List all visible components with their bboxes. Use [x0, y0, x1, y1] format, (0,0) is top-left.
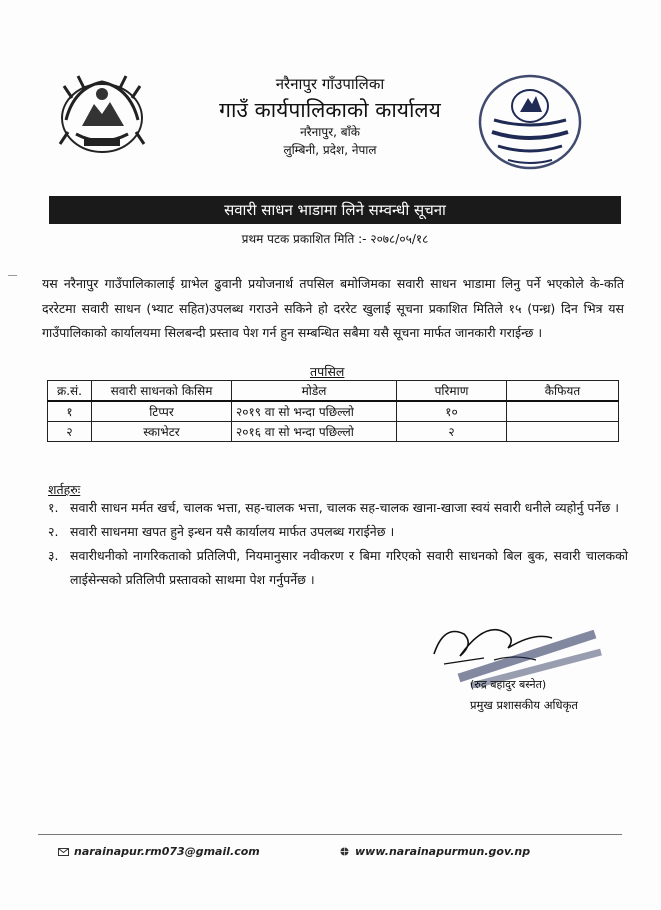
website-link[interactable]: www.narainapurmun.gov.np — [355, 845, 531, 858]
email-address[interactable]: narainapur.rm073@gmail.com — [74, 845, 260, 858]
list-item — [48, 520, 628, 544]
signatory-role: प्रमुख प्रशासकीय अधिकृत — [470, 698, 578, 712]
col-quantity: परिमाण — [397, 381, 507, 402]
col-serial: क्र.सं. — [48, 381, 92, 402]
cell-remarks — [507, 401, 619, 422]
table-row — [48, 422, 619, 442]
table-caption: तपसिल — [310, 364, 345, 379]
table-row — [48, 401, 619, 422]
municipality-name: नरैनापुर गाँउपालिका — [275, 75, 385, 93]
term-number: १. — [48, 500, 59, 515]
term-text: सवारीधनीको नागरिकताको प्रतिलिपी, नियमानुसार नवीकरण र बिमा गरिएको सवारी साधनको बिल बुक, सवारी चालकको लाईसेन्सको प्रतिलिपी प्रस्तावको साथमा पेश गर्नुपर्नेछ । — [70, 548, 628, 587]
table-header-row — [48, 381, 619, 402]
term-text: सवारी साधन मर्मत खर्च, चालक भत्ता, सह-चालक भत्ता, चालक सह-चालक खाना-खाजा स्वयं सवारी धनीले व्यहोर्नु पर्नेछ । — [70, 500, 619, 515]
terms-title: शर्तहरुः — [48, 482, 81, 497]
government-emblem-icon — [54, 68, 150, 160]
vehicle-table — [47, 380, 619, 442]
terms-list — [48, 496, 628, 592]
cell-model: २०१६ वा सो भन्दा पछिल्लो — [232, 422, 397, 442]
office-location: नरैनापुर, बाँके — [300, 125, 360, 139]
col-model: मोडेल — [232, 381, 397, 402]
footer-email — [58, 845, 260, 858]
footer-divider — [38, 834, 622, 835]
office-stamp-icon — [474, 66, 586, 178]
cell-remarks — [507, 422, 619, 442]
office-name: गाउँ कार्यपालिकाको कार्यालय — [219, 98, 441, 122]
notice-body: यस नरैनापुर गाउँपालिकालाई ग्राभेल ढुवानी प्रयोजनार्थ तपसिल बमोजिमका सवारी साधन भाडामा लिनु पर्ने भएकोले के-कति दररेटमा सवारी साधन (भ्याट सहित)उपलब्ध गराउने सकिने हो दररेट खुलाई सूचना प्रकाशित मितिले १५ (पन्ध्र) दिन भित्र यस गाउँपालिकाको कार्यालयमा सिलबन्दी प्रस्ताव पेश गर्न हुन सम्बन्धित सबैमा यसै सूचना मार्फत जानकारी गराईन्छ । — [42, 276, 624, 340]
office-province: लुम्बिनी, प्रदेश, नेपाल — [283, 143, 377, 157]
signatory-name: (रुद्र बहादुर बस्नेत) — [470, 678, 547, 691]
col-remarks: कैफियत — [507, 381, 619, 402]
cell-serial: २ — [48, 422, 92, 442]
cell-vehicle-type: स्काभेटर — [92, 422, 232, 442]
cell-vehicle-type: टिप्पर — [92, 401, 232, 422]
term-text: सवारी साधनमा खपत हुने इन्धन यसै कार्यालय मार्फत उपलब्ध गराईनेछ । — [70, 524, 395, 539]
envelope-icon — [58, 848, 69, 856]
list-item — [48, 544, 628, 592]
cell-model: २०१९ वा सो भन्दा पछिल्लो — [232, 401, 397, 422]
notice-title: सवारी साधन भाडामा लिने सम्वन्धी सूचना — [49, 196, 621, 224]
margin-mark — [8, 275, 17, 276]
col-vehicle-type: सवारी साधनको किसिम — [92, 381, 232, 402]
term-number: २. — [48, 524, 59, 539]
term-number: ३. — [48, 548, 59, 563]
list-item — [48, 496, 628, 520]
published-date: प्रथम पटक प्रकाशित मिति :- २०७८/०५/१८ — [241, 232, 429, 246]
globe-icon — [340, 847, 349, 856]
cell-serial: १ — [48, 401, 92, 422]
cell-quantity: १० — [397, 401, 507, 422]
footer-website — [340, 845, 530, 858]
cell-quantity: २ — [397, 422, 507, 442]
